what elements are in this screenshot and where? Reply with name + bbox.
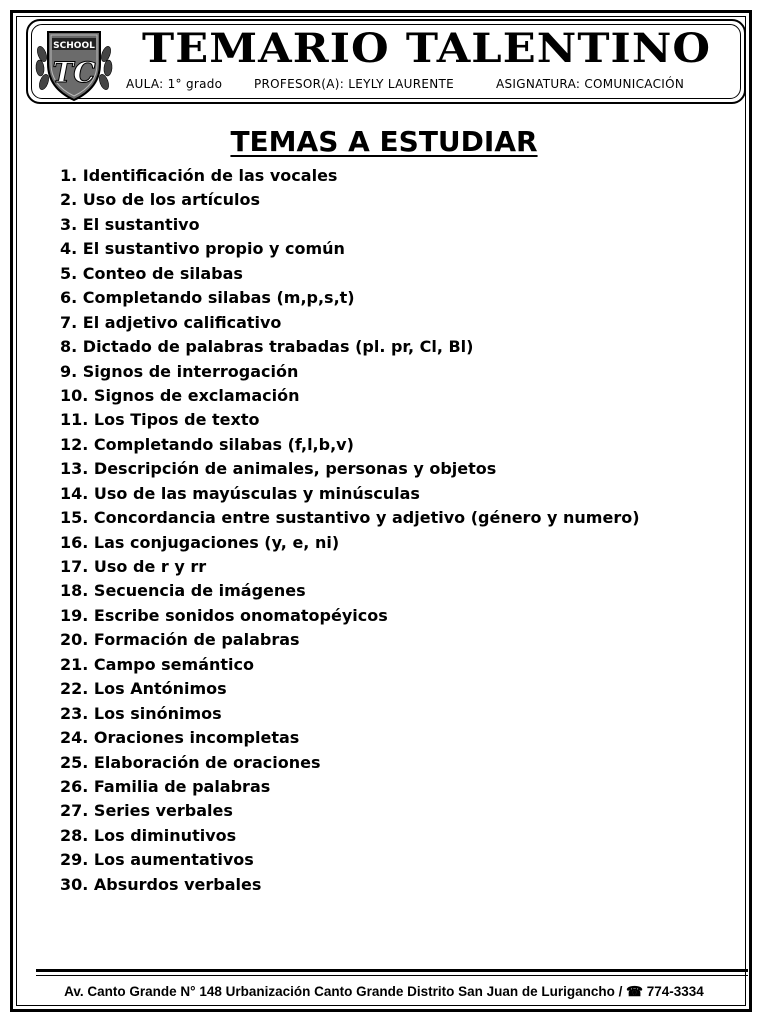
list-item: 10. Signos de exclamación [60, 385, 300, 405]
list-item: 26. Familia de palabras [60, 776, 271, 796]
list-item: 14. Uso de las mayúsculas y minúsculas [60, 483, 420, 503]
list-item: 15. Concordancia entre sustantivo y adjetivo (género y numero) [60, 508, 640, 528]
list-item: 21. Campo semántico [60, 654, 254, 674]
list-item: 6. Completando silabas (m,p,s,t) [60, 288, 355, 308]
list-item: 17. Uso de r y rr [60, 557, 207, 576]
list-item: 22. Los Antónimos [60, 679, 227, 699]
logo-school-text: SCHOOL [53, 41, 95, 51]
logo-monogram: TC [52, 56, 96, 89]
list-item: 1. Identificación de las vocales [60, 166, 338, 185]
phone-icon: ☎ [626, 984, 643, 999]
list-item: 19. Escribe sonidos onomatopéyicos [60, 605, 388, 625]
list-item: 29. Los aumentativos [60, 850, 254, 870]
list-item: 4. El sustantivo propio y común [60, 239, 345, 259]
list-item: 24. Oraciones incompletas [60, 728, 300, 748]
section-heading [0, 124, 768, 160]
list-item: 3. El sustantivo [60, 214, 200, 234]
list-item: 13. Descripción de animales, personas y objetos [60, 459, 497, 479]
asignatura-label: ASIGNATURA: COMUNICACIÓN [496, 77, 685, 91]
list-item: 7. El adjetivo calificativo [60, 312, 282, 332]
list-item: 20. Formación de palabras [60, 630, 300, 650]
list-item: 16. Las conjugaciones (y, e, ni) [60, 532, 340, 552]
list-item: 2. Uso de los artículos [60, 190, 260, 210]
list-item: 5. Conteo de silabas [60, 263, 243, 283]
list-item: 12. Completando silabas (f,l,b,v) [60, 434, 354, 454]
footer [0, 984, 768, 1000]
list-item: 9. Signos de interrogación [60, 361, 299, 381]
footer-divider-thin [36, 975, 748, 976]
section-heading-text: TEMAS A ESTUDIAR [230, 125, 538, 158]
page-title: TEMARIO TALENTINO [142, 25, 712, 72]
footer-address: Av. Canto Grande N° 148 Urbanización Canto Grande Distrito San Juan de Lurigancho / [64, 984, 623, 999]
aula-label: AULA: 1° grado [126, 77, 223, 91]
list-item: 30. Absurdos verbales [60, 874, 262, 894]
footer-phone: 774-3334 [646, 984, 704, 999]
topic-list [60, 164, 640, 897]
list-item: 27. Series verbales [60, 801, 233, 821]
list-item: 23. Los sinónimos [60, 703, 222, 723]
list-item: 25. Elaboración de oraciones [60, 752, 321, 772]
list-item: 11. Los Tipos de texto [60, 410, 260, 430]
list-item: 28. Los diminutivos [60, 825, 237, 845]
school-logo [34, 24, 114, 102]
list-item: 18. Secuencia de imágenes [60, 581, 306, 601]
footer-divider-thick [36, 969, 748, 972]
list-item: 8. Dictado de palabras trabadas (pl. pr, Cl, Bl) [60, 337, 474, 357]
profesor-label: PROFESOR(A): LEYLY LAURENTE [254, 77, 455, 91]
